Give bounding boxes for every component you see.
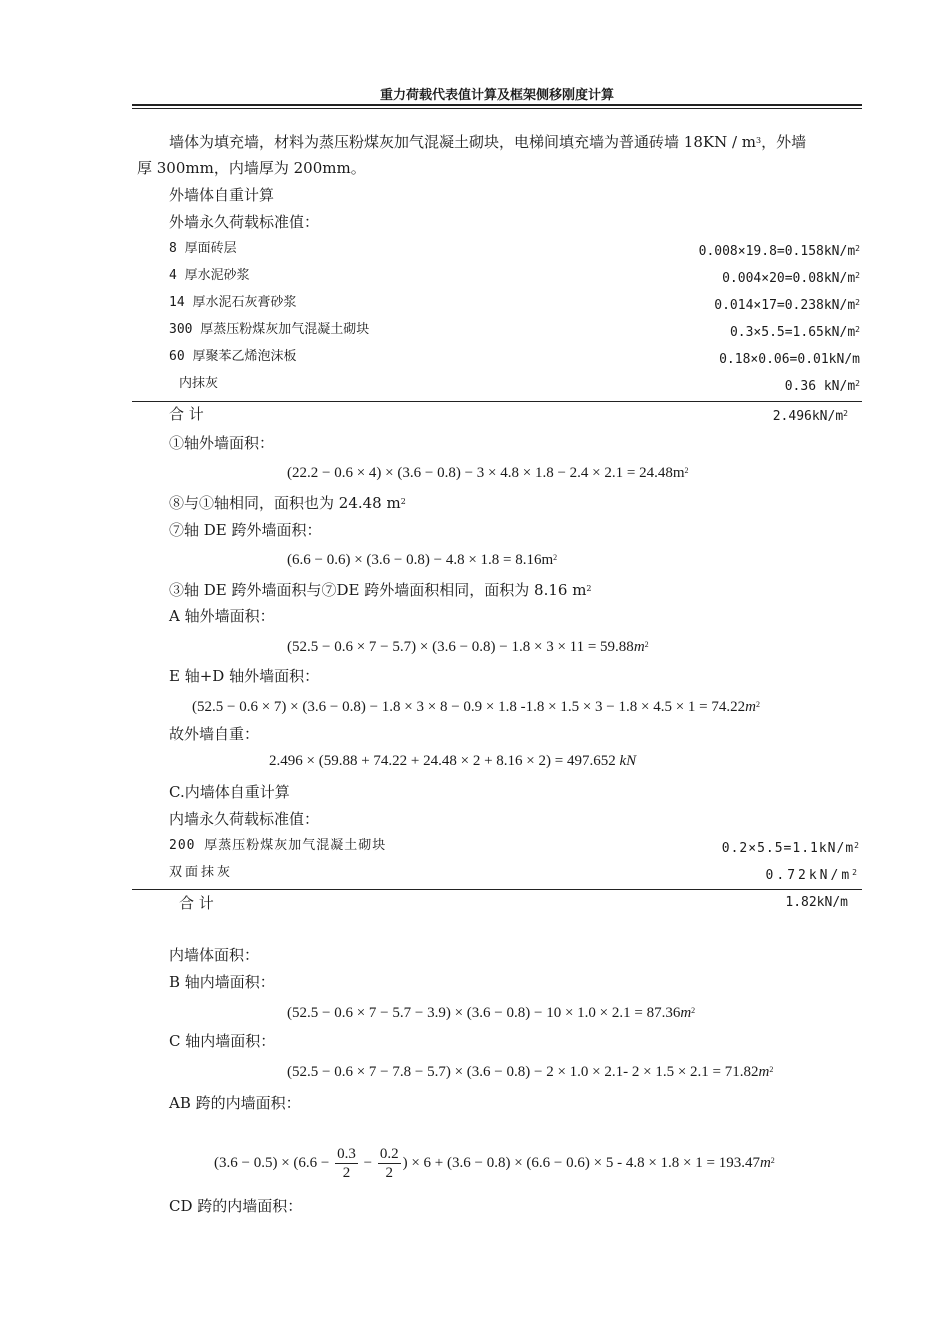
axisB-label: B 轴内墙面积：: [169, 973, 275, 991]
inner-row-label: 双面抹灰: [169, 865, 234, 880]
inner-row-label: 200 厚蒸压粉煤灰加气混凝土砌块: [169, 838, 387, 853]
inner-total-rule: [132, 889, 862, 890]
header-rule-thin: [132, 108, 862, 109]
axis3-text: ③轴 DE 跨外墙面积与⑦DE 跨外墙面积相同，面积为 8.16 $m^2$: [169, 581, 592, 599]
outer-row-value: $0.3\times 5.5=1.65kN/m^2$: [729, 325, 860, 340]
axisC-label: C 轴内墙面积：: [169, 1032, 276, 1050]
axis1-label: ①轴外墙面积：: [169, 434, 275, 452]
outer-row-label: 300 厚蒸压粉煤灰加气混凝土砌块: [169, 322, 370, 337]
outer-row-value: $0.008\times 19.8=0.158kN/m^2$: [698, 244, 860, 259]
intro-line-2: 厚 300mm，内墙厚为 200mm。: [137, 159, 366, 177]
outer-row-label: 60 厚聚苯乙烯泡沫板: [169, 349, 297, 364]
fraction: $\frac{0.2}{2}$: [379, 1146, 399, 1181]
inner-subheading: 内墙永久荷载标准值：: [169, 810, 320, 828]
outer-weight-label: 故外墙自重：: [169, 725, 260, 743]
inner-areas-heading: 内墙体面积：: [169, 946, 260, 964]
outer-total-label: 合 计: [169, 405, 204, 423]
axisB-equation: $(52.5 - 0.6 \times 7 - 5.7 - 3.9) \times (3.6 - 0.8) - 10 \times 1.0 \times 2.1 = 87.36m^2$: [287, 1005, 696, 1021]
outer-weight-equation: 2.496 × (59.88 + 74.22 + 24.48 × 2 + 8.16 × 2) = 497.652 kN: [269, 753, 637, 769]
inner-total-label: 合 计: [179, 894, 214, 912]
outer-total-rule: [132, 401, 862, 402]
axisA-label: A 轴外墙面积：: [169, 607, 275, 625]
axis1-equation: $(22.2 - 0.6 \times 4) \times (3.6 - 0.8) - 3 \times 4.8 \times 1.8 - 2.4 \times 2.1 = 24.48m^2$: [287, 465, 689, 481]
intro-line-1: 墙体为填充墙，材料为蒸压粉煤灰加气混凝土砌块，电梯间填充墙为普通砖墙 $18KN / m^3$，外墙: [169, 133, 807, 151]
inner-heading: C.内墙体自重计算: [169, 783, 290, 801]
header-rule-thick: [132, 104, 862, 106]
axis8-text: ⑧与①轴相同，面积也为 24.48 $m^2$: [169, 494, 406, 512]
fraction: $\frac{0.3}{2}$: [337, 1146, 356, 1181]
outer-row-value: 0.18×0.06=0.01kN/m: [719, 352, 860, 367]
AB-equation: (3.6 − 0.5) × (6.6 − $\frac{0.3}{2}$ − $\frac{0.2}{2}$ ) × $6 + (3.6 - 0.8) \times (6.6 - 0.6) \times 5 - 4.8 \times 1.8 \times 1 = 193.47m^2$: [214, 1146, 775, 1181]
outer-row-label: 内抹灰: [179, 376, 219, 391]
axis7-label: ⑦轴 DE 跨外墙面积：: [169, 521, 322, 539]
outer-row-label: 14 厚水泥石灰膏砂浆: [169, 295, 297, 310]
page-header: 重力荷载代表值计算及框架侧移刚度计算: [379, 88, 614, 103]
outer-row-label: 4 厚水泥砂浆: [169, 268, 250, 283]
outer-row-value: $0.004\times 20=0.08kN/m^2$: [722, 271, 860, 286]
inner-row-value: $0.2\times 5.5=1.1kN/m^2$: [721, 841, 860, 856]
inner-total-value: 1.82kN/m: [785, 895, 848, 910]
outer-row-value: $0.014\times 17=0.238kN/m^2$: [714, 298, 860, 313]
AB-label: AB 跨的内墙面积：: [169, 1094, 301, 1112]
outer-subheading: 外墙永久荷载标准值：: [169, 213, 320, 231]
outer-heading: 外墙体自重计算: [169, 186, 275, 204]
axis7-equation: $(6.6 - 0.6) \times (3.6 - 0.8) - 4.8 \times 1.8 = 8.16m^2$: [287, 552, 558, 568]
axisA-equation: $(52.5 - 0.6 \times 7 - 5.7) \times (3.6 - 0.8) - 1.8 \times 3 \times 11 = 59.88m^2$: [287, 639, 649, 655]
outer-row-value: 0.36 $kN/m^2$: [784, 379, 860, 394]
outer-row-label: 8 厚面砖层: [169, 241, 237, 256]
outer-total-value: $2.496kN/m^2$: [772, 409, 848, 424]
axisED-equation: (52.5 − 0.6 × 7) × (3.6 − 0.8) − 1.8 × 3 × 8 − 0.9 × 1.8 $-1.8 \times 1.5 \times 3 - 1.8 \times 4.5 \times 1 = 74.22m^2$: [192, 699, 760, 715]
axisC-equation: (52.5 − 0.6 × 7 − 7.8 − 5.7) × (3.6 − 0.8) − 2 × 1.0 × 2.1- $2 \times 1.5 \times 2.1 = 71.82m^2$: [287, 1064, 774, 1080]
inner-row-value: $0.72kN/m^2$: [765, 868, 860, 883]
axisED-label: E 轴+D 轴外墙面积：: [169, 667, 320, 685]
CD-label: CD 跨的内墙面积：: [169, 1197, 303, 1215]
